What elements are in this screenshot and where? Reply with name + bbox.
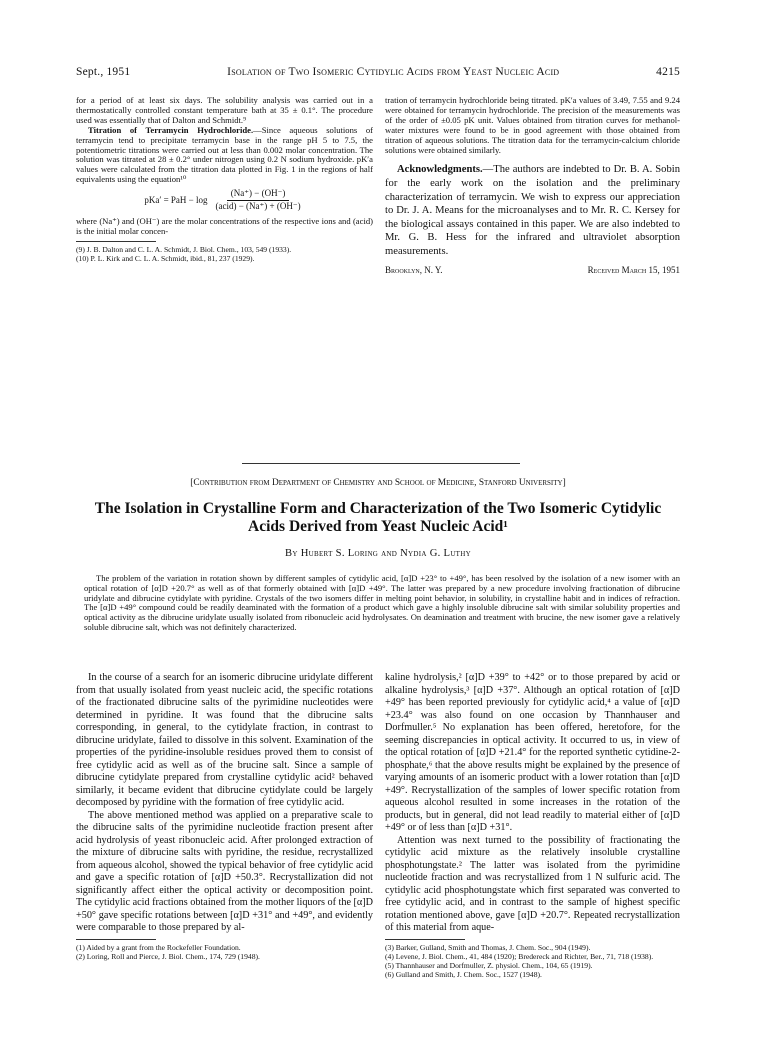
received-line <box>385 265 680 275</box>
body-paragraph-4: Attention was next turned to the possibility of fractionating the cytidylic acid mixture as the relatively insoluble crystalline phosphotungstate.² The latter was isolated from the pyrimidine nucleotide fraction and was recrystallized from 1 N sulfuric acid. The cytidylic acid phosphotungstate which first separated was converted to free cytidylic acid, and in contrast to the sample of highest specific rotation mentioned above, gave [α]D +20.7°. Repeated recrystallization of this material from aque- <box>385 834 680 933</box>
footnote: (3) Barker, Gulland, Smith and Thomas, J. Chem. Soc., 904 (1949). <box>385 942 591 952</box>
prev-article-right-column <box>385 96 680 275</box>
prev-left-paragraph-1: for a period of at least six days. The solubility analysis was carried out in a thermostatically controlled constant temperature bath at 35 ± 0.1°. The procedure used was essentially that of Dalton and Schmidt.⁹ <box>76 95 373 125</box>
section-heading-titration: Titration of Terramycin Hydrochloride. <box>88 124 254 135</box>
body-paragraph-1: In the course of a search for an isomeric dibrucine uridylate different from that usually isolated from yeast nucleic acid, the specific rotations of the fractionated dibrucine salts of the pyrimidine nucleotides were determined in pyridine. It was found that the dibrucine salts corresponding, in general, to the cytidylate fraction, in contrast to dibrucine uridylate, failed to dissolve in this solvent. Examination of the properties of the pyridine-insoluble residues proved them to consist of free cytidylic acid as well as of the brucine salt. Since a sample of dibrucine cytidylate prepared from crystalline cytidylic acid² behaved similarly, it became evident that dibrucine cytidylate could be largely decomposed by pyridine with the formation of free cytidylic acid. <box>76 672 373 808</box>
prev-left-paragraph-3: where (Na⁺) and (OH⁻) are the molar concentrations of the respective ions and (acid) is the initial molar concen- <box>76 215 373 236</box>
prev-left-paragraph-2 <box>76 126 373 185</box>
equation-numerator: (Na⁺) − (OH⁻) <box>227 189 290 201</box>
acknowledgments-body: —The authors are indebted to Dr. B. A. Sobin for the early work on the isolation and the preliminary characterization of terramycin. We wish to express our appreciation to Dr. J. A. Means for the microanalyses and to Mr. R. C. Kersey for the biological assays contained in this paper. We are also indebted to Mr. G. B. Hess for the infrared and ultraviolet absorption measurements. <box>385 164 680 257</box>
equation-lhs: pKa′ = PaH − log <box>144 194 208 205</box>
acknowledgments-heading: Acknowledgments. <box>397 164 483 176</box>
footnote-rule <box>76 939 156 940</box>
footnote: (2) Loring, Roll and Pierce, J. Biol. Chem., 174, 729 (1948). <box>76 951 260 961</box>
article-separator <box>242 463 520 464</box>
footnote: (9) J. B. Dalton and C. L. A. Schmidt, J. Biol. Chem., 103, 549 (1933). <box>76 244 292 254</box>
running-title: Isolation of Two Isomeric Cytidylic Acids from Yeast Nucleic Acid <box>227 66 560 78</box>
article-right-column <box>385 672 680 979</box>
acknowledgments-paragraph <box>385 163 680 258</box>
prev-right-paragraph-1: tration of terramycin hydrochloride being titrated. pK′a values of 3.49, 7.55 and 9.24 were obtained for terramycin hydrochloride. The precision of the measurements was of the order of ±0.05 pK unit. Values obtained from titration curves for methanol-water mixtures were found to be in good agreement with those obtained from titration of aqueous solutions. The titration data for the terramycin-calcium chloride solutions were obtained similarly. <box>385 95 680 155</box>
page-number: 4215 <box>656 66 680 78</box>
footnote: (4) Levene, J. Biol. Chem., 41, 484 (1920); Bredereck and Richter, Ber., 71, 718 (1938). <box>385 951 654 961</box>
article-authors: By Hubert S. Loring and Nydia G. Luthy <box>285 548 471 559</box>
article-title: The Isolation in Crystalline Form and Characterization of the Two Isomeric Cytidylic Acids Derived from Yeast Nucleic Acid¹ <box>94 500 662 535</box>
prev-left-paragraph-2-body: —Since aqueous solutions of terramycin tend to precipitate terramycin base in the range pH 5 to 7.5, the potentiometric titrations were carried out at less than 0.002 molar concentration. The solution was titrated at 28 ± 0.2° under nitrogen using 0.2 N sodium hydroxide. pK′a values were calculated from the titration data plotted in Fig. 1 in the regions of half equivalents using the equation¹⁰ <box>76 124 373 185</box>
footnote-rule <box>76 241 156 242</box>
pka-equation <box>76 189 373 212</box>
footnote: (10) P. L. Kirk and C. L. A. Schmidt, ibid., 81, 237 (1929). <box>76 253 255 263</box>
contribution-line: [Contribution from Department of Chemistry and School of Medicine, Stanford University] <box>190 478 566 488</box>
issue-date: Sept., 1951 <box>76 66 131 78</box>
prev-article-left-column <box>76 96 373 263</box>
running-header <box>76 66 680 78</box>
footnote-rule <box>385 939 465 940</box>
place: Brooklyn, N. Y. <box>385 264 443 275</box>
footnote: (1) Aided by a grant from the Rockefeller Foundation. <box>76 942 241 952</box>
article-left-column <box>76 672 373 961</box>
body-paragraph-2: The above mentioned method was applied on a preparative scale to the dibrucine salts of the pyrimidine nucleotide fraction present after acid hydrolysis of yeast ribonucleic acid. After prolonged extraction of the mixture of dibrucine salts with pyridine, the residue, recrystallized from aqueous alcohol, showed the typical behavior of free cytidylic acid and gave a specific rotation of [α]D +50.3°. Recrystallization did not significantly affect either the optical activity or decomposition point. The cytidylic acid fractions obtained from the mother liquors of the [α]D +50° gave specific rotations between [α]D +31° and +49°, and evidently were comparable to those prepared by al- <box>76 809 374 933</box>
abstract: The problem of the variation in rotation shown by different samples of cytidylic acid, [α]D +23° to +49°, has been resolved by the isolation of a new isomer with an optical rotation of [α]D +20.7° as well as of that formerly obtained with [α]D +49°. The latter was prepared by a new procedure involving fractionation of dibrucine uridylate and dibrucine cytidylate with pyridine. Crystals of the two isomers differ in melting point behavior, in solubility, in crystalline habit and in indices of refraction. The [α]D +49° compound could be readily deaminated with the formation of a product which gave a highly insoluble dibrucine salt with similar solubility properties and optical activity as the dibrucine uridylate usually isolated from ribonucleic acid hydrolysates. On deamination and treatment with brucine, the new isomer gave a relatively soluble dibrucine salt, which was not definitely characterized. <box>84 573 680 632</box>
equation-fraction <box>212 189 305 212</box>
equation-denominator: (acid) − (Na⁺) + (OH⁻) <box>215 201 301 212</box>
footnote: (5) Thannhauser and Dorfmuller, Z. physiol. Chem., 104, 65 (1919). <box>385 960 593 970</box>
received-date: Received March 15, 1951 <box>587 264 680 275</box>
body-paragraph-3: kaline hydrolysis,² [α]D +39° to +42° or to those prepared by acid or alkaline hydrolysis,³ [α]D +37°. Although an optical rotation of [α]D +49° has been reported previously for cytidylic acid,⁴ a value of [α]D +23.4° was also found on one occasion by Thannhauser and Dorfmuller.⁵ No explanation has been offered, heretofore, for the seeming discrepancies in optical activity. It occurred to us, in view of the optical rotation of [α]D +21.4° for the reported synthetic cytidine-2-phosphate,⁶ that the above results might be explained by the presence of varying amounts of an isomeric product with a lower rotation than [α]D +49°. Recrystallization of the samples of lower specific rotation from aqueous alcohol resulted in some increases in the rotation of the products, but in general, did not lead readily to material either of [α]D +49° or of less than [α]D +31°. <box>385 672 680 833</box>
footnote: (6) Gulland and Smith, J. Chem. Soc., 1527 (1948). <box>385 969 542 979</box>
